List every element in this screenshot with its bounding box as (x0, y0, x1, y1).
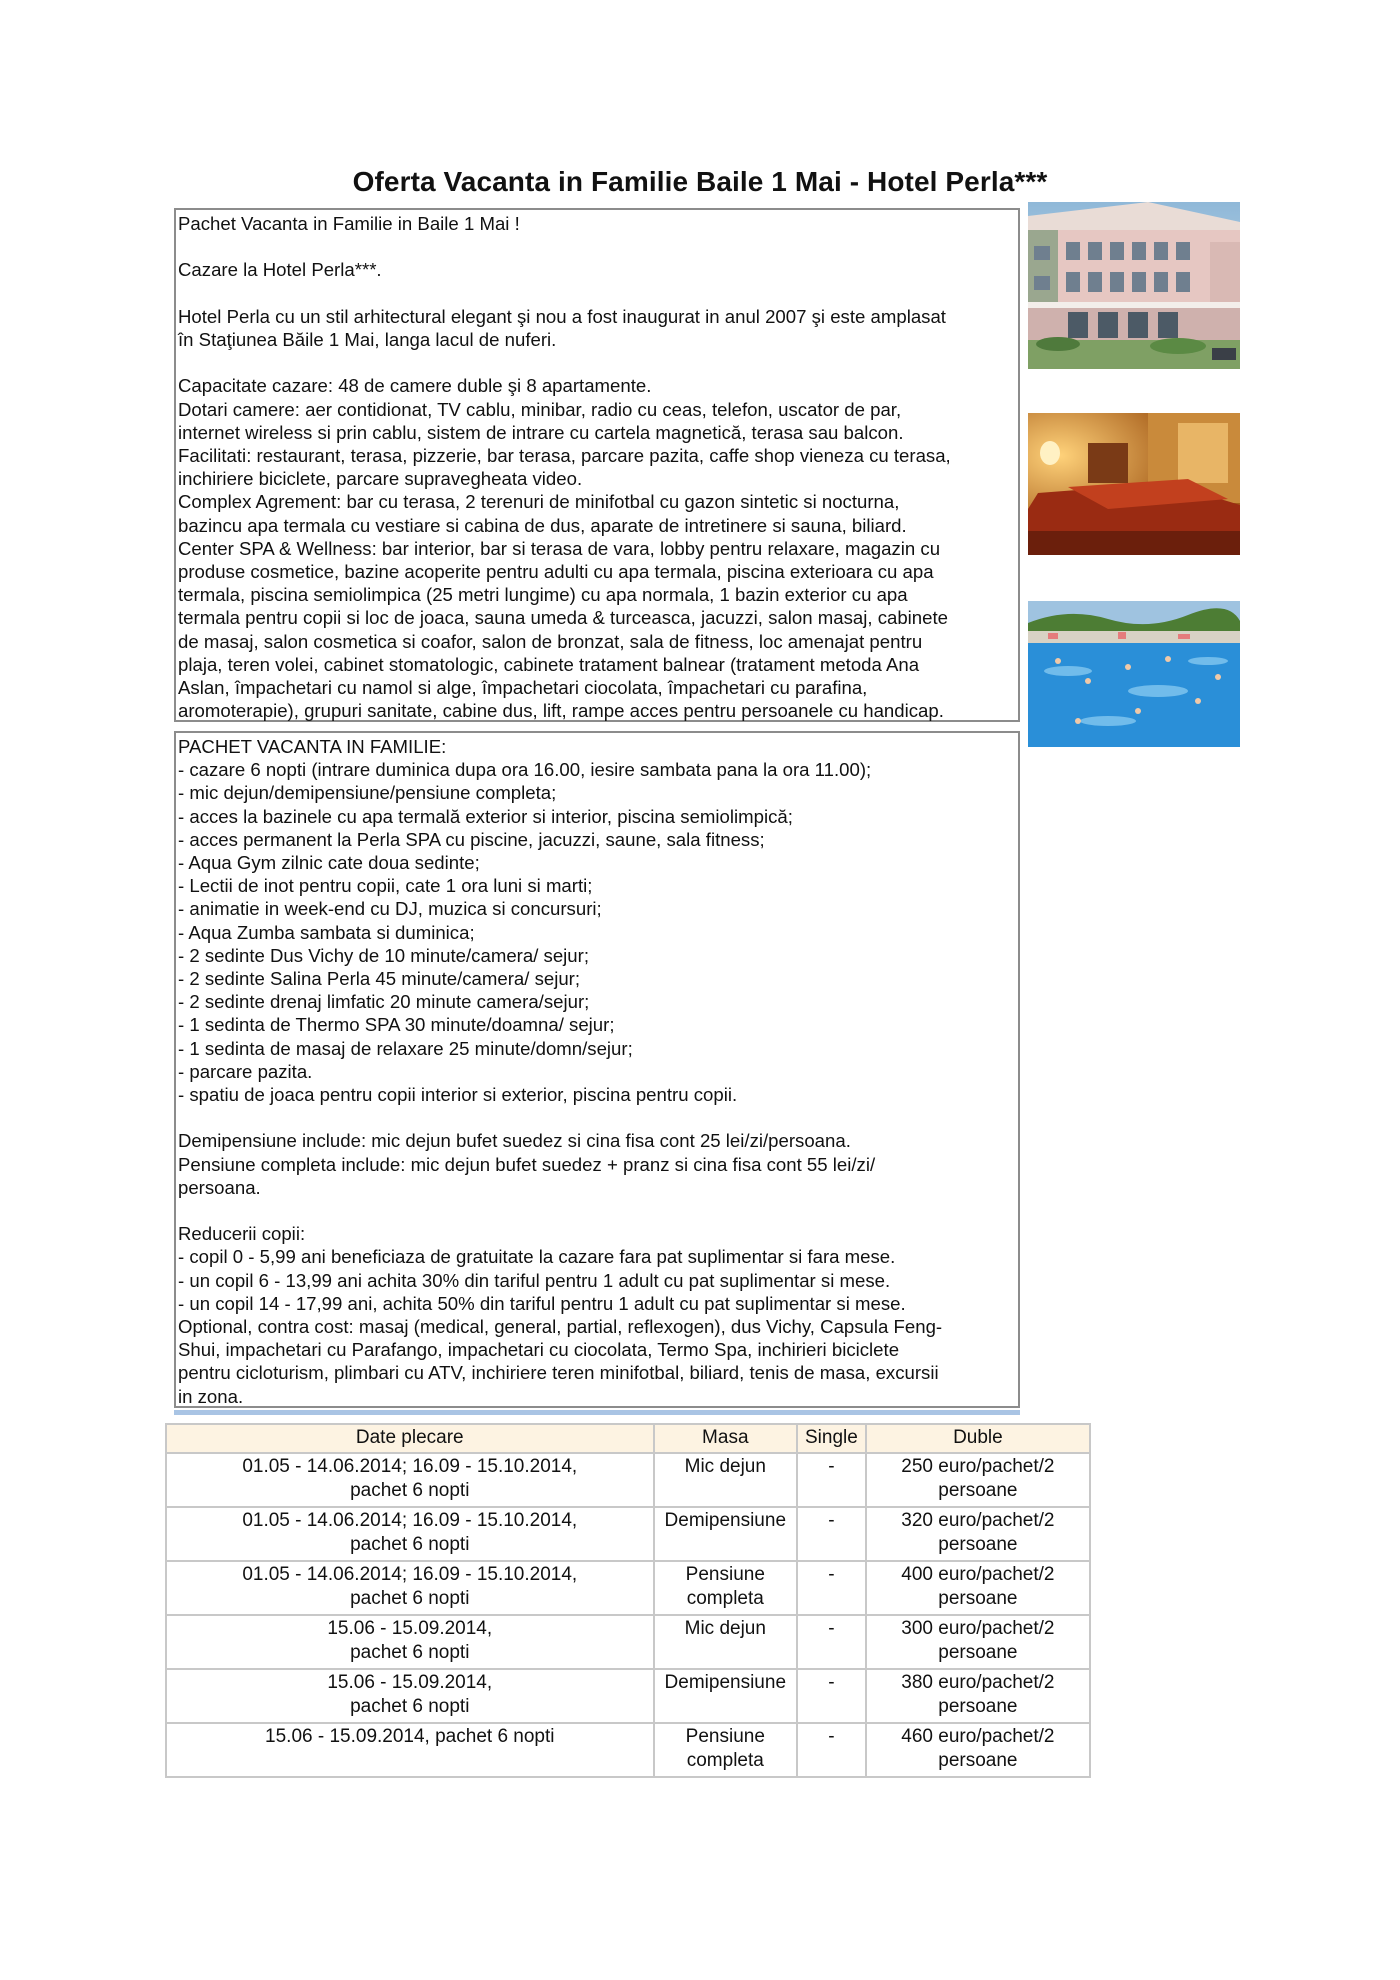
masa-cell-line: Demipensiune (664, 1509, 787, 1531)
package-line: - mic dejun/demipensiune/pensiune completa; (178, 782, 557, 804)
description-line: Facilitati: restaurant, terasa, pizzerie, bar terasa, parcare pazita, caffe shop vieneza cu terasa, (178, 444, 951, 466)
package-line: - un copil 14 - 17,99 ani, achita 50% din tariful pentru 1 adult cu pat suplimentar si mese. (178, 1292, 906, 1314)
date-cell (166, 1723, 654, 1777)
description-line: termala pentru copii si loc de joaca, sauna umeda & turceasca, jacuzzi, salon masaj, cabinete (178, 607, 948, 629)
date-cell-line: 15.06 - 15.09.2014, (327, 1671, 493, 1693)
table-row (166, 1615, 1090, 1669)
package-line: - acces la bazinele cu apa termală exterior si interior, piscina semiolimpică; (178, 805, 793, 827)
package-line: - copil 0 - 5,99 ani beneficiaza de gratuitate la cazare fara pat suplimentar si fara mese. (178, 1246, 896, 1268)
description-line: termala, piscina semiolimpica (25 metri lungime) cu apa normala, 1 bazin exterior cu apa (178, 584, 908, 606)
date-cell-line: pachet 6 nopti (350, 1534, 470, 1555)
duble-cell (866, 1669, 1090, 1723)
description-line: Pachet Vacanta in Familie in Baile 1 Mai ! (178, 213, 520, 234)
package-line: Shui, impachetari cu Parafango, impachetari cu ciocolata, Termo Spa, inchirieri biciclete (178, 1339, 900, 1361)
package-line: - parcare pazita. (178, 1060, 313, 1082)
package-line: - 2 sedinte Dus Vichy de 10 minute/camera/ sejur; (178, 944, 589, 966)
description-line: Center SPA & Wellness: bar interior, bar si terasa de vara, lobby pentru relaxare, magazin cu (178, 537, 941, 559)
duble-cell-line: persoane (938, 1750, 1018, 1771)
date-cell-line: 15.06 - 15.09.2014, (327, 1617, 493, 1639)
package-line: Pensiune completa include: mic dejun bufet suedez + pranz si cina fisa cont 55 lei/zi/ (178, 1153, 876, 1175)
duble-cell-line: 380 euro/pachet/2 (901, 1671, 1055, 1693)
hotel-room-photo (1028, 413, 1240, 555)
hotel-exterior-photo (1028, 202, 1240, 369)
duble-cell-line: persoane (938, 1642, 1018, 1663)
description-line: internet wireless si prin cablu, sistem de intrare cu cartela magnetică, terasa sau balcon. (178, 421, 904, 443)
single-cell: - (797, 1615, 866, 1669)
duble-cell (866, 1615, 1090, 1669)
date-cell (166, 1507, 654, 1561)
description-line: plaja, teren volei, cabinet stomatologic, cabinete tratament balnear (tratament metoda Ana (178, 653, 920, 675)
package-line: - 2 sedinte Salina Perla 45 minute/camera/ sejur; (178, 968, 581, 990)
duble-cell-line: persoane (938, 1588, 1018, 1609)
package-line: - acces permanent la Perla SPA cu piscine, jacuzzi, saune, sala fitness; (178, 828, 765, 850)
masa-cell (654, 1615, 798, 1669)
masa-cell (654, 1453, 798, 1507)
masa-cell-line: Demipensiune (664, 1671, 787, 1693)
blank-line (178, 351, 1016, 374)
blank-line (178, 1106, 1016, 1129)
blank-line (178, 235, 1016, 258)
date-cell-line: pachet 6 nopti (350, 1588, 470, 1609)
masa-cell-line: completa (686, 1588, 764, 1609)
description-line: Hotel Perla cu un stil arhitectural elegant şi nou a fost inaugurat in anul 2007 şi este amplasat (178, 305, 946, 327)
package-line: - Aqua Zumba sambata si duminica; (178, 921, 475, 943)
header-masa: Masa (654, 1424, 798, 1453)
package-line: in zona. (178, 1385, 244, 1407)
package-line: - Lectii de inot pentru copii, cate 1 ora luni si marti; (178, 875, 593, 897)
masa-cell (654, 1723, 798, 1777)
single-cell: - (797, 1669, 866, 1723)
table-row (166, 1453, 1090, 1507)
table-row (166, 1561, 1090, 1615)
header-duble: Duble (866, 1424, 1090, 1453)
package-line: - 2 sedinte drenaj limfatic 20 minute camera/sejur; (178, 991, 590, 1013)
masa-cell-line: completa (686, 1750, 764, 1771)
package-details-box (174, 731, 1020, 1408)
masa-cell (654, 1561, 798, 1615)
table-row (166, 1723, 1090, 1777)
package-line: - 1 sedinta de masaj de relaxare 25 minute/domn/sejur; (178, 1037, 633, 1059)
date-cell-line: pachet 6 nopti (350, 1696, 470, 1717)
date-cell (166, 1669, 654, 1723)
header-single: Single (797, 1424, 866, 1453)
package-line: - un copil 6 - 13,99 ani achita 30% din tariful pentru 1 adult cu pat suplimentar si mese. (178, 1269, 891, 1291)
table-row (166, 1669, 1090, 1723)
date-cell-line: pachet 6 nopti (350, 1480, 470, 1501)
duble-cell-line: persoane (938, 1696, 1018, 1717)
description-line: aromoterapie), grupuri sanitate, cabine dus, lift, rampe acces pentru persoanele cu handicap. (178, 700, 944, 722)
masa-cell-line: Pensiune (685, 1725, 765, 1747)
single-cell: - (797, 1453, 866, 1507)
description-line: de masaj, salon cosmetica si coafor, salon de bronzat, sala de fitness, loc amenajat pentru (178, 630, 923, 652)
date-cell-line: pachet 6 nopti (350, 1642, 470, 1663)
duble-cell (866, 1723, 1090, 1777)
description-line: inchiriere biciclete, parcare supravegheata video. (178, 468, 583, 490)
package-line: - cazare 6 nopti (intrare duminica dupa ora 16.00, iesire sambata pana la ora 11.00); (178, 759, 872, 781)
blank-line (178, 1199, 1016, 1222)
duble-cell-line: 300 euro/pachet/2 (901, 1617, 1055, 1639)
date-cell-line: 01.05 - 14.06.2014; 16.09 - 15.10.2014, (242, 1455, 578, 1477)
date-cell-line: 01.05 - 14.06.2014; 16.09 - 15.10.2014, (242, 1509, 578, 1531)
date-cell (166, 1561, 654, 1615)
duble-cell-line: 250 euro/pachet/2 (901, 1455, 1055, 1477)
duble-cell-line: persoane (938, 1534, 1018, 1555)
package-line: Optional, contra cost: masaj (medical, general, partial, reflexogen), dus Vichy, Capsula Feng- (178, 1316, 943, 1338)
description-line: Dotari camere: aer contidionat, TV cablu, minibar, radio cu ceas, telefon, uscator de par, (178, 398, 902, 420)
package-line: Demipensiune include: mic dejun bufet suedez si cina fisa cont 25 lei/zi/persoana. (178, 1130, 851, 1152)
package-line: - Aqua Gym zilnic cate doua sedinte; (178, 852, 480, 874)
date-cell (166, 1615, 654, 1669)
description-line: Cazare la Hotel Perla***. (178, 259, 382, 281)
masa-cell-line: Pensiune (685, 1563, 765, 1585)
package-line: Reducerii copii: (178, 1223, 306, 1245)
table-row (166, 1507, 1090, 1561)
description-line: bazincu apa termala cu vestiare si cabina de dus, aparate de intretinere si sauna, biliard. (178, 514, 907, 536)
duble-cell-line: persoane (938, 1480, 1018, 1501)
page-title: Oferta Vacanta in Familie Baile 1 Mai - Hotel Perla*** (352, 166, 1048, 197)
divider (174, 1410, 1020, 1415)
header-date: Date plecare (166, 1424, 654, 1453)
duble-cell-line: 460 euro/pachet/2 (901, 1725, 1055, 1747)
package-line: pentru cicloturism, plimbari cu ATV, inchiriere teren minifotbal, biliard, tenis de masa, excursii (178, 1362, 939, 1384)
date-cell-line: 01.05 - 14.06.2014; 16.09 - 15.10.2014, (242, 1563, 578, 1585)
description-line: Capacitate cazare: 48 de camere duble şi 8 apartamente. (178, 375, 652, 397)
masa-cell (654, 1507, 798, 1561)
package-line: - 1 sedinta de Thermo SPA 30 minute/doamna/ sejur; (178, 1014, 615, 1036)
blank-line (178, 282, 1016, 305)
single-cell: - (797, 1561, 866, 1615)
description-line: produse cosmetice, bazine acoperite pentru adulti cu apa termala, piscina exterioara cu apa (178, 561, 934, 582)
masa-cell (654, 1669, 798, 1723)
package-line: - animatie in week-end cu DJ, muzica si concursuri; (178, 898, 602, 920)
single-cell: - (797, 1507, 866, 1561)
price-table (165, 1423, 1091, 1778)
single-cell: - (797, 1723, 866, 1777)
date-cell-line: 15.06 - 15.09.2014, pachet 6 nopti (265, 1725, 555, 1747)
duble-cell (866, 1453, 1090, 1507)
duble-cell-line: 320 euro/pachet/2 (901, 1509, 1055, 1531)
description-line: în Staţiunea Băile 1 Mai, langa lacul de nuferi. (178, 328, 557, 350)
duble-cell (866, 1561, 1090, 1615)
duble-cell-line: 400 euro/pachet/2 (901, 1563, 1055, 1585)
hotel-description-box (174, 208, 1020, 722)
pool-photo (1028, 601, 1240, 747)
masa-cell-line: Mic dejun (684, 1455, 766, 1477)
package-line: - spatiu de joaca pentru copii interior si exterior, piscina pentru copii. (178, 1084, 738, 1106)
description-line: Aslan, împachetari cu namol si alge, împachetari ciocolata, împachetari cu parafina, (178, 677, 868, 699)
masa-cell-line: Mic dejun (684, 1617, 766, 1639)
package-line: PACHET VACANTA IN FAMILIE: (178, 736, 447, 757)
duble-cell (866, 1507, 1090, 1561)
price-table-header (166, 1424, 1090, 1453)
package-line: persoana. (178, 1176, 261, 1198)
date-cell (166, 1453, 654, 1507)
description-line: Complex Agrement: bar cu terasa, 2 terenuri de minifotbal cu gazon sintetic si nocturna, (178, 491, 900, 513)
